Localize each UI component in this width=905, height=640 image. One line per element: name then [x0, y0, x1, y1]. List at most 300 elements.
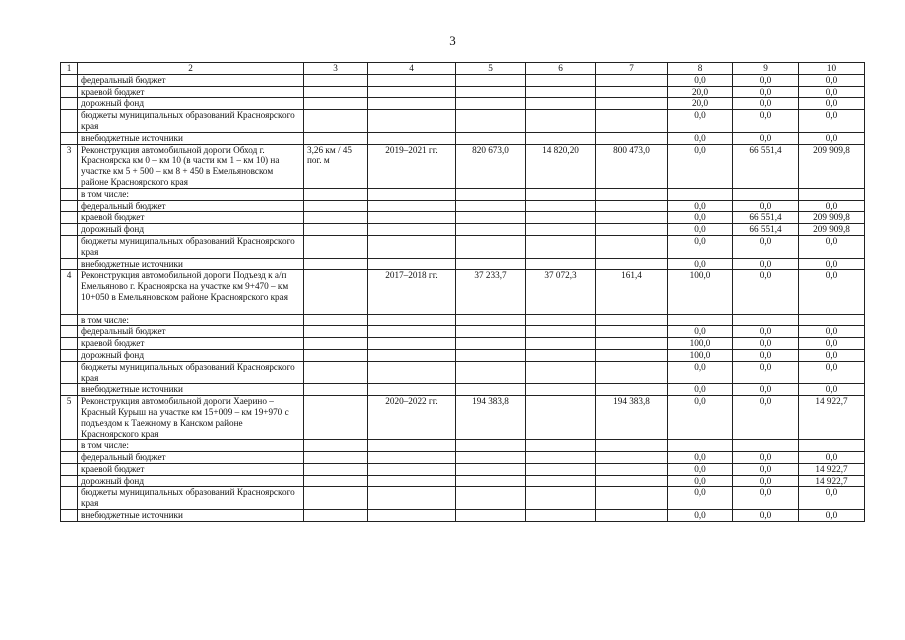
row-name: краевой бюджет — [78, 463, 304, 475]
row-year-2: 0,0 — [733, 200, 799, 212]
row-year-1: 0,0 — [668, 224, 733, 236]
row-remaining — [596, 132, 668, 144]
row-name: бюджеты муниципальных образований Красноярского края — [78, 487, 304, 510]
row-remaining — [596, 349, 668, 361]
row-spent — [526, 258, 596, 270]
row-name: в том числе: — [78, 314, 304, 326]
row-period — [368, 338, 456, 350]
row-year-2: 0,0 — [733, 235, 799, 258]
row-period — [368, 314, 456, 326]
row-year-2: 66 551,4 — [733, 224, 799, 236]
row-spent — [526, 212, 596, 224]
row-year-3: 0,0 — [799, 384, 865, 396]
table-row — [61, 110, 865, 133]
row-name: дорожный фонд — [78, 475, 304, 487]
row-capacity — [304, 440, 368, 452]
header-cell: 6 — [526, 63, 596, 75]
row-number — [61, 452, 78, 464]
row-capacity — [304, 510, 368, 522]
funding-table — [60, 62, 865, 522]
row-name: бюджеты муниципальных образований Красноярского края — [78, 110, 304, 133]
row-number — [61, 475, 78, 487]
table-row — [61, 384, 865, 396]
row-name: дорожный фонд — [78, 349, 304, 361]
table-row — [61, 349, 865, 361]
row-remaining — [596, 361, 668, 384]
row-spent — [526, 224, 596, 236]
row-capacity — [304, 487, 368, 510]
row-number — [61, 487, 78, 510]
row-year-2: 0,0 — [733, 258, 799, 270]
row-name: краевой бюджет — [78, 212, 304, 224]
row-total-cost — [456, 212, 526, 224]
row-year-3: 0,0 — [799, 235, 865, 258]
row-number — [61, 212, 78, 224]
row-name: бюджеты муниципальных образований Красноярского края — [78, 235, 304, 258]
row-total-cost: 820 673,0 — [456, 144, 526, 188]
row-number — [61, 224, 78, 236]
row-name: федеральный бюджет — [78, 326, 304, 338]
table-row — [61, 487, 865, 510]
page-number: 3 — [449, 33, 456, 48]
row-capacity — [304, 270, 368, 314]
row-remaining — [596, 258, 668, 270]
row-spent — [526, 440, 596, 452]
row-year-2: 66 551,4 — [733, 144, 799, 188]
row-capacity — [304, 224, 368, 236]
row-capacity — [304, 314, 368, 326]
row-capacity — [304, 349, 368, 361]
header-cell: 2 — [78, 63, 304, 75]
row-total-cost — [456, 188, 526, 200]
row-year-1: 0,0 — [668, 326, 733, 338]
row-year-2 — [733, 440, 799, 452]
table-row — [61, 98, 865, 110]
table-row — [61, 396, 865, 440]
row-total-cost — [456, 132, 526, 144]
row-capacity — [304, 212, 368, 224]
row-spent — [526, 396, 596, 440]
row-spent — [526, 475, 596, 487]
row-year-3: 209 909,8 — [799, 224, 865, 236]
row-period — [368, 212, 456, 224]
row-number — [61, 326, 78, 338]
row-year-3: 0,0 — [799, 270, 865, 314]
row-total-cost — [456, 338, 526, 350]
table-row — [61, 144, 865, 188]
row-year-3: 0,0 — [799, 74, 865, 86]
row-remaining — [596, 110, 668, 133]
row-year-3 — [799, 314, 865, 326]
row-spent — [526, 86, 596, 98]
row-remaining — [596, 224, 668, 236]
row-remaining — [596, 440, 668, 452]
table-row — [61, 463, 865, 475]
table-row — [61, 361, 865, 384]
row-capacity — [304, 235, 368, 258]
row-capacity: 3,26 км / 45 пог. м — [304, 144, 368, 188]
table-row — [61, 452, 865, 464]
table-row — [61, 475, 865, 487]
row-capacity — [304, 475, 368, 487]
row-spent — [526, 326, 596, 338]
row-year-3: 0,0 — [799, 326, 865, 338]
row-total-cost — [456, 487, 526, 510]
row-spent — [526, 384, 596, 396]
table-row — [61, 326, 865, 338]
row-year-3: 209 909,8 — [799, 144, 865, 188]
row-year-2: 0,0 — [733, 452, 799, 464]
row-year-3: 14 922,7 — [799, 463, 865, 475]
row-name: федеральный бюджет — [78, 200, 304, 212]
row-year-2: 0,0 — [733, 86, 799, 98]
row-year-1: 0,0 — [668, 132, 733, 144]
row-number: 3 — [61, 144, 78, 188]
row-period — [368, 440, 456, 452]
row-year-3: 0,0 — [799, 132, 865, 144]
row-remaining — [596, 74, 668, 86]
row-number: 5 — [61, 396, 78, 440]
row-spent — [526, 314, 596, 326]
row-year-1: 0,0 — [668, 463, 733, 475]
row-year-1: 0,0 — [668, 212, 733, 224]
row-year-1: 0,0 — [668, 396, 733, 440]
row-spent — [526, 188, 596, 200]
table-row — [61, 338, 865, 350]
row-total-cost — [456, 74, 526, 86]
row-number — [61, 188, 78, 200]
row-name: Реконструкция автомобильной дороги Хаерино – Красный Курыш на участке км 15+009 – км 19+970 с подъездом к Таежному в Канском районе Красноярского края — [78, 396, 304, 440]
row-remaining — [596, 314, 668, 326]
row-period: 2017–2018 гг. — [368, 270, 456, 314]
row-year-1: 0,0 — [668, 361, 733, 384]
row-remaining — [596, 475, 668, 487]
row-spent — [526, 361, 596, 384]
row-period — [368, 74, 456, 86]
row-remaining — [596, 212, 668, 224]
row-year-1 — [668, 440, 733, 452]
row-year-2: 0,0 — [733, 487, 799, 510]
row-number — [61, 110, 78, 133]
row-year-3: 0,0 — [799, 86, 865, 98]
row-name: внебюджетные источники — [78, 132, 304, 144]
row-spent — [526, 452, 596, 464]
row-number — [61, 510, 78, 522]
row-number — [61, 338, 78, 350]
header-row — [61, 63, 865, 75]
row-year-1: 0,0 — [668, 74, 733, 86]
row-year-3 — [799, 188, 865, 200]
row-year-1: 100,0 — [668, 338, 733, 350]
row-capacity — [304, 326, 368, 338]
row-period — [368, 110, 456, 133]
row-name: внебюджетные источники — [78, 510, 304, 522]
row-year-1: 0,0 — [668, 487, 733, 510]
row-year-3: 0,0 — [799, 338, 865, 350]
row-remaining: 194 383,8 — [596, 396, 668, 440]
row-year-1: 0,0 — [668, 144, 733, 188]
row-spent — [526, 463, 596, 475]
row-remaining — [596, 235, 668, 258]
row-year-1: 0,0 — [668, 110, 733, 133]
row-name: в том числе: — [78, 188, 304, 200]
row-remaining — [596, 510, 668, 522]
row-period — [368, 361, 456, 384]
row-remaining: 161,4 — [596, 270, 668, 314]
table-row — [61, 258, 865, 270]
row-period — [368, 326, 456, 338]
row-year-1: 20,0 — [668, 98, 733, 110]
row-spent — [526, 200, 596, 212]
header-cell: 1 — [61, 63, 78, 75]
row-year-2: 0,0 — [733, 110, 799, 133]
row-year-3 — [799, 440, 865, 452]
row-year-3: 0,0 — [799, 487, 865, 510]
row-remaining — [596, 384, 668, 396]
row-capacity — [304, 384, 368, 396]
table-row — [61, 74, 865, 86]
row-year-2: 0,0 — [733, 396, 799, 440]
row-capacity — [304, 200, 368, 212]
row-total-cost — [456, 452, 526, 464]
row-year-1: 100,0 — [668, 349, 733, 361]
row-year-3: 0,0 — [799, 200, 865, 212]
row-year-2: 0,0 — [733, 98, 799, 110]
row-number — [61, 314, 78, 326]
row-period — [368, 86, 456, 98]
row-year-1: 0,0 — [668, 452, 733, 464]
table-row — [61, 212, 865, 224]
row-total-cost: 194 383,8 — [456, 396, 526, 440]
row-year-2: 0,0 — [733, 338, 799, 350]
row-total-cost — [456, 258, 526, 270]
table-row — [61, 235, 865, 258]
row-spent — [526, 510, 596, 522]
row-year-2 — [733, 188, 799, 200]
row-name: дорожный фонд — [78, 224, 304, 236]
header-cell: 5 — [456, 63, 526, 75]
row-total-cost — [456, 361, 526, 384]
row-year-2: 0,0 — [733, 326, 799, 338]
row-year-1: 0,0 — [668, 384, 733, 396]
row-period — [368, 384, 456, 396]
row-year-1: 0,0 — [668, 475, 733, 487]
header-cell: 9 — [733, 63, 799, 75]
row-spent: 37 072,3 — [526, 270, 596, 314]
row-year-3: 14 922,7 — [799, 396, 865, 440]
row-capacity — [304, 361, 368, 384]
row-capacity — [304, 98, 368, 110]
table-row — [61, 86, 865, 98]
row-capacity — [304, 110, 368, 133]
row-total-cost — [456, 98, 526, 110]
row-year-3: 0,0 — [799, 98, 865, 110]
row-capacity — [304, 258, 368, 270]
row-year-1: 0,0 — [668, 510, 733, 522]
row-remaining: 800 473,0 — [596, 144, 668, 188]
row-remaining — [596, 326, 668, 338]
row-name: Реконструкция автомобильной дороги Подъезд к а/п Емельяново г. Красноярска на участке км 9+470 – км 10+050 в Емельяновском районе Красноярского края — [78, 270, 304, 314]
row-period: 2020–2022 гг. — [368, 396, 456, 440]
header-cell: 3 — [304, 63, 368, 75]
row-name: дорожный фонд — [78, 98, 304, 110]
row-year-2: 0,0 — [733, 510, 799, 522]
row-total-cost — [456, 349, 526, 361]
row-year-1: 0,0 — [668, 258, 733, 270]
row-year-3: 14 922,7 — [799, 475, 865, 487]
table-row — [61, 270, 865, 314]
table-row — [61, 188, 865, 200]
row-year-2: 0,0 — [733, 349, 799, 361]
row-name: краевой бюджет — [78, 338, 304, 350]
row-total-cost — [456, 224, 526, 236]
row-year-2: 0,0 — [733, 463, 799, 475]
table-row — [61, 510, 865, 522]
row-capacity — [304, 188, 368, 200]
table-row — [61, 200, 865, 212]
row-period — [368, 258, 456, 270]
row-remaining — [596, 463, 668, 475]
row-spent — [526, 74, 596, 86]
row-period — [368, 224, 456, 236]
row-year-3: 209 909,8 — [799, 212, 865, 224]
row-year-3: 0,0 — [799, 452, 865, 464]
row-year-3: 0,0 — [799, 110, 865, 133]
header-cell: 4 — [368, 63, 456, 75]
row-spent — [526, 338, 596, 350]
row-remaining — [596, 452, 668, 464]
row-remaining — [596, 98, 668, 110]
row-year-1: 0,0 — [668, 235, 733, 258]
header-cell: 10 — [799, 63, 865, 75]
row-year-2 — [733, 314, 799, 326]
row-total-cost — [456, 200, 526, 212]
row-name: в том числе: — [78, 440, 304, 452]
header-cell: 8 — [668, 63, 733, 75]
row-spent — [526, 98, 596, 110]
row-remaining — [596, 188, 668, 200]
row-period — [368, 475, 456, 487]
row-spent — [526, 110, 596, 133]
row-period — [368, 487, 456, 510]
table-row — [61, 132, 865, 144]
row-name: федеральный бюджет — [78, 74, 304, 86]
table-row — [61, 314, 865, 326]
row-total-cost — [456, 235, 526, 258]
row-year-2: 0,0 — [733, 475, 799, 487]
row-number — [61, 361, 78, 384]
row-total-cost — [456, 314, 526, 326]
row-total-cost — [456, 440, 526, 452]
row-number — [61, 200, 78, 212]
row-year-2: 0,0 — [733, 132, 799, 144]
row-total-cost — [456, 110, 526, 133]
row-remaining — [596, 338, 668, 350]
row-number — [61, 349, 78, 361]
row-spent — [526, 487, 596, 510]
row-period — [368, 132, 456, 144]
row-capacity — [304, 338, 368, 350]
row-number — [61, 384, 78, 396]
table-body — [61, 63, 865, 522]
row-capacity — [304, 86, 368, 98]
row-period — [368, 349, 456, 361]
row-period: 2019–2021 гг. — [368, 144, 456, 188]
row-remaining — [596, 86, 668, 98]
row-total-cost — [456, 475, 526, 487]
row-number — [61, 86, 78, 98]
row-spent: 14 820,20 — [526, 144, 596, 188]
row-year-2: 66 551,4 — [733, 212, 799, 224]
row-year-1 — [668, 188, 733, 200]
row-name: внебюджетные источники — [78, 384, 304, 396]
row-period — [368, 235, 456, 258]
row-number — [61, 74, 78, 86]
row-year-1: 100,0 — [668, 270, 733, 314]
row-year-3: 0,0 — [799, 258, 865, 270]
table-row — [61, 440, 865, 452]
row-remaining — [596, 487, 668, 510]
row-name: внебюджетные источники — [78, 258, 304, 270]
row-year-1: 20,0 — [668, 86, 733, 98]
row-total-cost — [456, 326, 526, 338]
row-total-cost — [456, 384, 526, 396]
row-capacity — [304, 132, 368, 144]
row-number — [61, 132, 78, 144]
row-number — [61, 98, 78, 110]
row-period — [368, 510, 456, 522]
row-number — [61, 258, 78, 270]
row-year-2: 0,0 — [733, 361, 799, 384]
row-name: бюджеты муниципальных образований Красноярского края — [78, 361, 304, 384]
row-name: федеральный бюджет — [78, 452, 304, 464]
row-total-cost — [456, 463, 526, 475]
row-year-2: 0,0 — [733, 74, 799, 86]
row-year-2: 0,0 — [733, 270, 799, 314]
row-year-3: 0,0 — [799, 361, 865, 384]
row-spent — [526, 132, 596, 144]
row-year-3: 0,0 — [799, 510, 865, 522]
row-year-1: 0,0 — [668, 200, 733, 212]
row-number: 4 — [61, 270, 78, 314]
row-period — [368, 200, 456, 212]
row-capacity — [304, 74, 368, 86]
header-cell: 7 — [596, 63, 668, 75]
row-number — [61, 235, 78, 258]
row-number — [61, 440, 78, 452]
row-total-cost — [456, 86, 526, 98]
row-period — [368, 98, 456, 110]
row-spent — [526, 349, 596, 361]
row-period — [368, 463, 456, 475]
row-number — [61, 463, 78, 475]
row-total-cost: 37 233,7 — [456, 270, 526, 314]
row-capacity — [304, 396, 368, 440]
row-name: Реконструкция автомобильной дороги Обход г. Красноярска км 0 – км 10 (в части км 1 – км 10) на участке км 5 + 500 – км 8 + 450 в Емельяновском районе Красноярского края — [78, 144, 304, 188]
row-period — [368, 452, 456, 464]
row-capacity — [304, 452, 368, 464]
row-year-1 — [668, 314, 733, 326]
table-row — [61, 224, 865, 236]
row-remaining — [596, 200, 668, 212]
row-capacity — [304, 463, 368, 475]
row-spent — [526, 235, 596, 258]
row-total-cost — [456, 510, 526, 522]
row-name: краевой бюджет — [78, 86, 304, 98]
row-period — [368, 188, 456, 200]
row-year-3: 0,0 — [799, 349, 865, 361]
row-year-2: 0,0 — [733, 384, 799, 396]
